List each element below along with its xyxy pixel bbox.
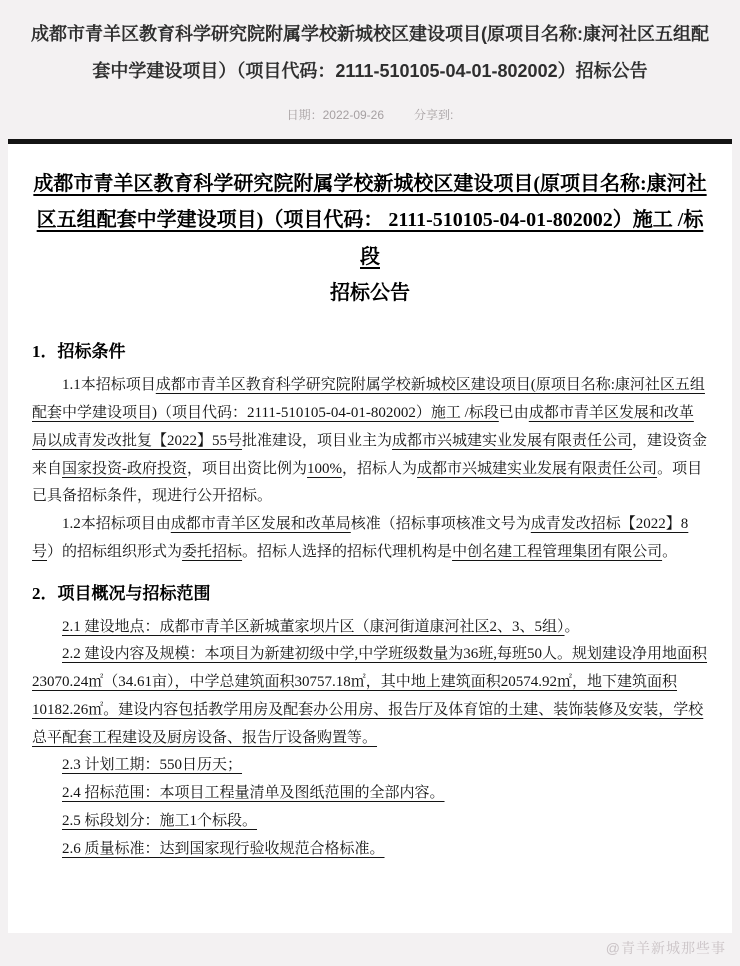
paragraph-1-1: 1.1本招标项目成都市青羊区教育科学研究院附属学校新城校区建设项目(原项目名称:康河社区五组配套中学建设项目)（项目代码：2111-510105-04-01-802002）施工 /标段已由成都市青羊区发展和改革局以成青发改批复【2022】55号批准建设，项目业主为成都市兴城建实业发展有限责任公司，建设资金来自国家投资-政府投资，项目出资比例为100%，招标人为成都市兴城建实业发展有限责任公司。项目已具备招标条件，现进行公开招标。 bbox=[32, 377, 708, 505]
document-title bbox=[32, 166, 708, 312]
announcement-document bbox=[8, 139, 732, 934]
section-1-heading: 1．招标条件 bbox=[32, 342, 126, 362]
watermark: @青羊新城那些事 bbox=[605, 940, 726, 956]
share-to-label[interactable]: 分享到: bbox=[414, 107, 454, 122]
paragraph-2-3: 2.3 计划工期：550日历天； bbox=[62, 757, 243, 774]
publish-date: 日期：2022-09-26 bbox=[286, 107, 385, 122]
page-title: 成都市青羊区教育科学研究院附属学校新城校区建设项目(原项目名称:康河社区五组配套中学建设项目）（项目代码：2111-510105-04-01-802002）招标公告 bbox=[31, 24, 709, 81]
meta-line bbox=[26, 106, 714, 123]
paragraph-2-6: 2.6 质量标准：达到国家现行验收规范合格标准。 bbox=[62, 840, 385, 857]
paragraph-1-2: 1.2本招标项目由成都市青羊区发展和改革局核准（招标事项核准文号为成青发改招标【2022】8号）的招标组织形式为委托招标。招标人选择的招标代理机构是中创名建工程管理集团有限公司。 bbox=[32, 516, 689, 560]
paragraph-2-4: 2.4 招标范围：本项目工程量清单及图纸范围的全部内容。 bbox=[62, 785, 445, 802]
paragraph-2-1: 2.1 建设地点：成都市青羊区新城董家坝片区（康河街道康河社区2、3、5组）。 bbox=[62, 618, 580, 635]
section-2-heading: 2．项目概况与招标范围 bbox=[32, 583, 211, 603]
paragraph-2-2: 2.2 建设内容及规模：本项目为新建初级中学,中学班级数量为36班,每班50人。规划建设净用地面积23070.24㎡（34.61亩），中学总建筑面积30757.18㎡，其中地上建筑面积20574.92㎡，地下建筑面积10182.26㎡。建设内容包括教学用房及配套办公用房、报告厅及体育馆的土建、装饰装修及安装，学校总平配套工程建设及厨房设备、报告厅设备购置等。 bbox=[32, 646, 708, 746]
announcement-header bbox=[0, 0, 740, 123]
document-title-sub: 招标公告 bbox=[330, 281, 410, 304]
document-title-main: 成都市青羊区教育科学研究院附属学校新城校区建设项目(原项目名称:康河社区五组配套中学建设项目)（项目代码： 2111-510105-04-01-802002）施工 /标段 bbox=[33, 172, 707, 268]
paragraph-2-5: 2.5 标段划分：施工1个标段。 bbox=[62, 812, 258, 829]
